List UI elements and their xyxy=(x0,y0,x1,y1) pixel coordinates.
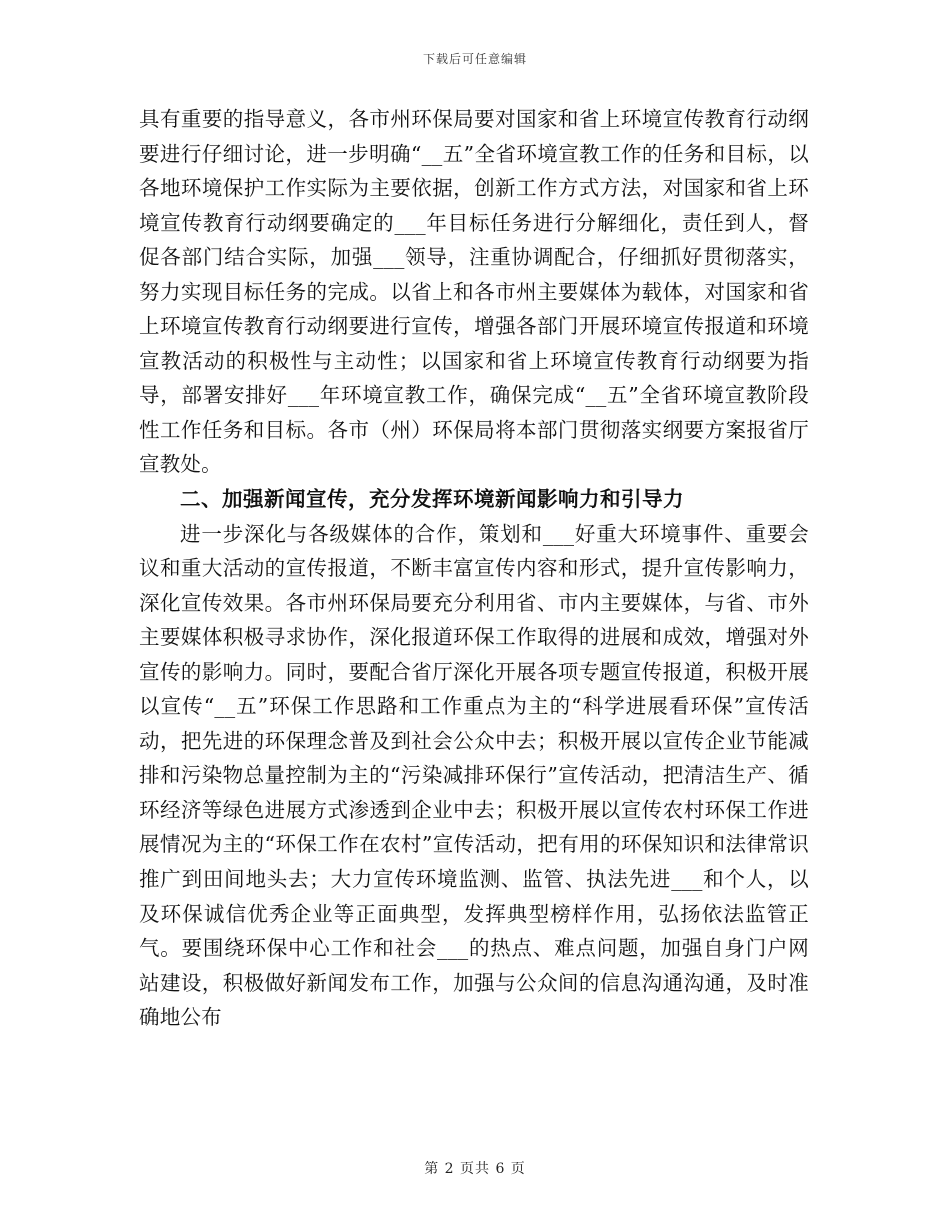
section-heading: 二、加强新闻宣传，充分发挥环境新闻影响力和引导力 xyxy=(180,487,684,512)
page-header: 下载后可任意编辑 xyxy=(422,52,527,66)
page-number: 第 2 页共 6 页 xyxy=(424,1161,526,1177)
document-body xyxy=(139,102,809,1035)
paragraph-continued: 具有重要的指导意义，各市州环保局要对国家和省上环境宣传教育行动纲要进行仔细讨论，进一步明确“__五”全省环境宣教工作的任务和目标，以各地环境保护工作实际为主要依据，创新工作方式方法，对国家和省上环境宣传教育行动纲要确定的___年目标任务进行分解细化，责任到人，督促各部门结合实际，加强___领导，注重协调配合，仔细抓好贯彻落实，努力实现目标任务的完成。以省上和各市州主要媒体为载体，对国家和省上环境宣传教育行动纲要进行宣传，增强各部门开展环境宣传报道和环境宣教活动的积极性与主动性；以国家和省上环境宣传教育行动纲要为指导，部署安排好___年环境宣教工作，确保完成“__五”全省环境宣教阶段性工作任务和目标。各市（州）环保局将本部门贯彻落实纲要方案报省厅宣教处。 xyxy=(139,107,809,477)
paragraph-news-publicity: 进一步深化与各级媒体的合作，策划和___好重大环境事件、重要会议和重大活动的宣传报道，不断丰富宣传内容和形式，提升宣传影响力，深化宣传效果。各市州环保局要充分利用省、市内主要媒体，与省、市外主要媒体积极寻求协作，深化报道环保工作取得的进展和成效，增强对外宣传的影响力。同时，要配合省厅深化开展各项专题宣传报道，积极开展以宣传“__五”环保工作思路和工作重点为主的“科学进展看环保”宣传活动，把先进的环保理念普及到社会公众中去；积极开展以宣传企业节能减排和污染物总量控制为主的“污染减排环保行”宣传活动，把清洁生产、循环经济等绿色进展方式渗透到企业中去；积极开展以宣传农村环保工作进展情况为主的“环保工作在农村”宣传活动，把有用的环保知识和法律常识推广到田间地头去；大力宣传环境监测、监管、执法先进___和个人，以及环保诚信优秀企业等正面典型，发挥典型榜样作用，弘扬依法监管正气。要围绕环保中心工作和社会___的热点、难点问题，加强自身门户网站建设，积极做好新闻发布工作，加强与公众间的信息沟通沟通，及时准确地公布 xyxy=(139,521,809,1030)
